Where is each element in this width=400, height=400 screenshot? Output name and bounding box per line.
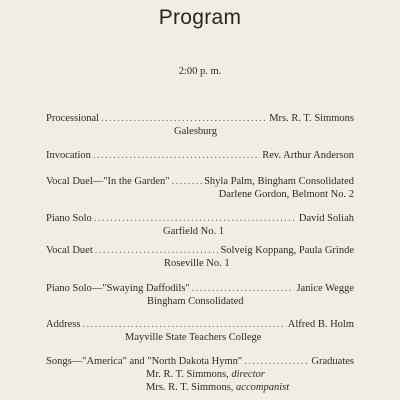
- item-performer: Shyla Palm, Bingham Consolidated: [204, 176, 354, 187]
- item-subline: Garfield No. 1: [163, 226, 224, 237]
- item-performer: Rev. Arthur Anderson: [262, 150, 354, 161]
- leader-dots: [95, 244, 219, 257]
- item-performer: Alfred B. Holm: [287, 319, 354, 330]
- item-label: Piano Solo: [46, 213, 92, 224]
- program-item-processional: [46, 112, 354, 125]
- program-item-vocal-duel: [46, 175, 354, 188]
- program-item-address: [46, 318, 354, 331]
- item-subline: Galesburg: [174, 126, 217, 137]
- item-label: Vocal Duet: [46, 245, 93, 256]
- item-label: Invocation: [46, 150, 91, 161]
- program-time: 2:00 p. m.: [178, 66, 222, 77]
- accompanist-name: Mrs. R. T. Simmons,: [146, 382, 234, 393]
- item-performer: Mrs. R. T. Simmons: [269, 113, 354, 124]
- item-performer: Graduates: [311, 356, 354, 367]
- item-label: Piano Solo—"Swaying Daffodils": [46, 283, 190, 294]
- item-subline: Mayville State Teachers College: [125, 332, 262, 343]
- director-role: director: [231, 369, 265, 380]
- program-item-piano-solo: [46, 212, 354, 225]
- item-subline-accompanist: [146, 381, 289, 394]
- director-name: Mr. R. T. Simmons,: [146, 369, 229, 380]
- leader-dots: [101, 112, 267, 125]
- item-subline: Darlene Gordon, Belmont No. 2: [218, 189, 354, 200]
- leader-dots: [172, 175, 203, 188]
- item-subline: Bingham Consolidated: [147, 296, 244, 307]
- program-item-vocal-duet: [46, 244, 354, 257]
- program-item-invocation: [46, 149, 354, 162]
- item-label: Address: [46, 319, 81, 330]
- item-subline: Roseville No. 1: [164, 258, 230, 269]
- leader-dots: [244, 355, 309, 368]
- accompanist-role: accompanist: [236, 382, 290, 393]
- leader-dots: [82, 318, 285, 331]
- program-item-piano-solo-daffodils: [46, 282, 354, 295]
- item-label: Processional: [46, 113, 100, 124]
- item-performer: Solveig Koppang, Paula Grinde: [220, 245, 354, 256]
- program-item-songs: [46, 355, 354, 368]
- leader-dots: [94, 212, 297, 225]
- leader-dots: [93, 149, 260, 162]
- item-label: Songs—"America" and "North Dakota Hymn": [46, 356, 243, 367]
- item-performer: Janice Wegge: [296, 283, 354, 294]
- leader-dots: [192, 282, 295, 295]
- item-performer: David Soliah: [298, 213, 354, 224]
- item-subline-director: [146, 368, 265, 381]
- item-label: Vocal Duel—"In the Garden": [46, 176, 170, 187]
- page-title: Program: [158, 6, 242, 29]
